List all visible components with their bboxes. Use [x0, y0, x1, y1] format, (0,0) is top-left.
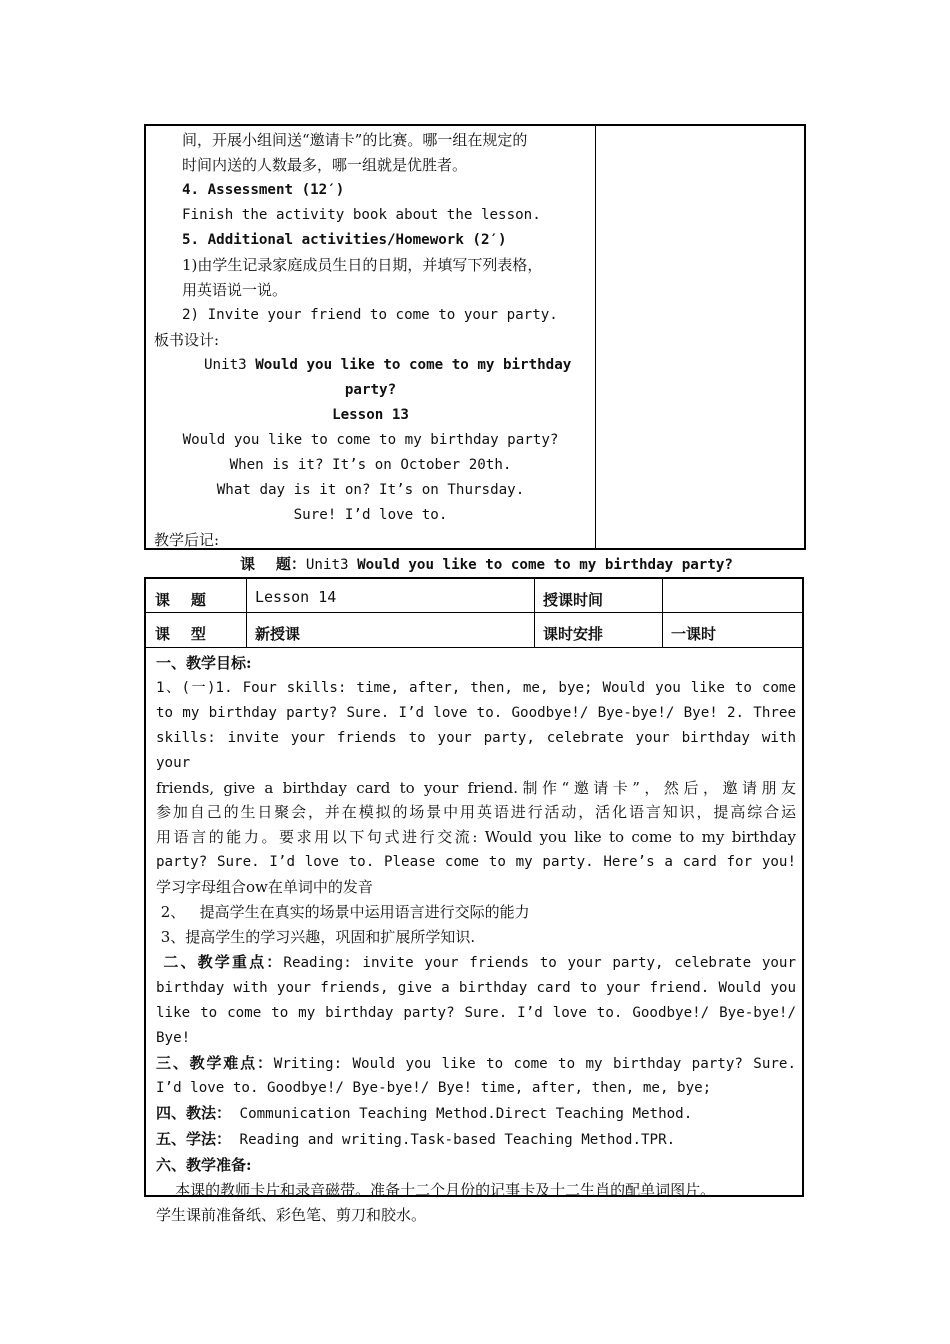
objective-line-1: 1、(一)1. Four skills: time, after, then, me, bye; Would you like to come — [156, 679, 796, 696]
difficulties-text-1: Writing: Would you like to come to my birthday party? Sure. — [273, 1055, 796, 1072]
row-divider-2 — [146, 647, 802, 648]
teaching-method-text: Communication Teaching Method.Direct Teaching Method. — [231, 1106, 693, 1123]
col-divider-2 — [534, 579, 535, 647]
schedule-value: 一课时 — [671, 625, 717, 643]
difficulties-line-1 — [156, 1051, 796, 1077]
afterword-label: 教学后记: — [154, 531, 220, 549]
homework-item-1-line-1: 1)由学生记录家庭成员生日的日期，并填写下列表格， — [182, 256, 543, 274]
assessment-text: Finish the activity book about the lesson. — [182, 207, 541, 223]
difficulties-heading: 三、教学难点： — [156, 1053, 274, 1072]
type-cell-label: 课 型 — [155, 625, 206, 643]
board-line-1: Would you like to come to my birthday party? — [182, 432, 559, 448]
preparation-line-1: 本课的教师卡片和录音磁带。准备十二个月份的记事卡及十二生肖的配单词图片。 — [156, 1181, 716, 1200]
objective-line-8: 学习字母组合ow在单词中的发音 — [156, 878, 373, 897]
learning-method-line — [156, 1127, 796, 1153]
objective-line-3: skills: invite your friends to your party, celebrate your birthday with your — [156, 729, 796, 771]
objective-line-5: 参加自己的生日聚会，并在模拟的场景中用英语进行活动，活化语言知识，提高综合运 — [156, 803, 796, 822]
schedule-label: 课时安排 — [543, 625, 604, 643]
class-time-label: 授课时间 — [543, 591, 604, 609]
column-divider — [595, 126, 596, 548]
type-value: 新授课 — [255, 625, 301, 643]
board-line-2: When is it? It’s on October 20th. — [229, 457, 512, 473]
board-line-4: Sure! I’d love to. — [293, 507, 448, 523]
key-points-line-1 — [156, 950, 796, 976]
topic-line — [240, 554, 733, 575]
lesson-content — [156, 651, 796, 1228]
board-unit-prefix: Unit3 — [204, 357, 256, 373]
homework-heading: 5. Additional activities/Homework (2′) — [182, 232, 507, 248]
key-points-line-3: like to come to my birthday party? Sure. I’d love to. Goodbye!/ Bye-bye!/ — [156, 1004, 796, 1021]
assessment-heading: 4. Assessment (12′) — [182, 182, 345, 198]
row-divider-1 — [146, 612, 802, 613]
difficulties-line-2: I’d love to. Goodbye!/ Bye-bye!/ Bye! time, after, then, me, bye; — [156, 1080, 712, 1097]
teaching-method-line — [156, 1101, 796, 1127]
board-line-3: What day is it on? It’s on Thursday. — [216, 482, 525, 498]
objective-item-3: 3、提高学生的学习兴趣，巩固和扩展所学知识. — [156, 927, 476, 946]
learning-method-text: Reading and writing.Task-based Teaching Method.TPR. — [231, 1132, 676, 1149]
topic-label: 课 题： — [240, 555, 306, 573]
homework-item-1-line-2: 用英语说一说。 — [182, 281, 288, 299]
learning-method-heading: 五、学法： — [156, 1130, 232, 1149]
lesson-value: Lesson 14 — [255, 588, 337, 606]
topic-cell-label: 课 题 — [155, 591, 206, 609]
key-points-text-1: Reading: invite your friends to your party, celebrate your — [283, 954, 796, 971]
board-unit-title — [204, 355, 571, 375]
preparation-line-2: 学生课前准备纸、彩色笔、剪刀和胶水。 — [156, 1205, 427, 1224]
key-points-line-2: birthday with your friends, give a birthday card to your friend. Would you — [156, 979, 796, 996]
objective-line-6: 用语言的能力。要求用以下句式进行交流: Would you like to come to my birthday — [156, 828, 796, 847]
homework-item-2: 2) Invite your friend to come to your party. — [182, 307, 558, 323]
board-design-label: 板书设计: — [154, 331, 220, 349]
objective-line-2: to my birthday party? Sure. I’d love to. Goodbye!/ Bye-bye!/ Bye! 2. Three — [156, 704, 796, 721]
col-divider-3 — [662, 579, 663, 647]
topic-prefix: Unit3 — [305, 557, 358, 573]
lesson-plan-table — [144, 577, 804, 1224]
objective-line-4: friends, give a birthday card to your friend.制作“邀请卡”，然后，邀请朋友 — [156, 778, 796, 797]
preparation-heading: 六、教学准备: — [156, 1156, 252, 1175]
col-divider-1 — [246, 579, 247, 647]
objectives-heading: 一、教学目标: — [156, 654, 252, 672]
board-unit-title-b: party? — [344, 382, 397, 398]
activity-text-line-1: 间，开展小组间送“邀请卡”的比赛。哪一组在规定的 — [182, 131, 528, 149]
objective-item-2: 2、 提高学生在真实的场景中运用语言进行交际的能力 — [156, 903, 530, 922]
board-lesson: Lesson 13 — [332, 407, 409, 423]
activity-text-line-2: 时间内送的人数最多，哪一组就是优胜者。 — [182, 156, 468, 174]
teaching-method-heading: 四、教法： — [156, 1104, 232, 1123]
objective-line-7: party? Sure. I’d love to. Please come to my party. Here’s a card for you! — [156, 854, 796, 871]
continuation-table — [144, 124, 806, 550]
topic-title: Would you like to come to my birthday party? — [357, 557, 733, 573]
key-points-heading: 二、教学重点： — [156, 952, 284, 971]
board-unit-title-a: Would you like to come to my birthday — [255, 357, 572, 373]
key-points-line-4: Bye! — [156, 1029, 191, 1046]
